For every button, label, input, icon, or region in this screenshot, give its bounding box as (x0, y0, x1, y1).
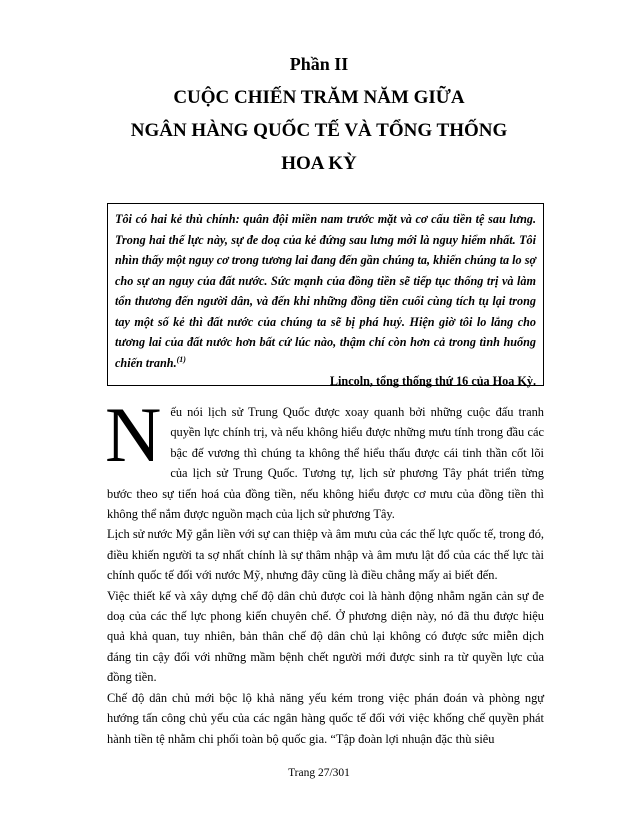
body-text (105, 391, 544, 749)
paragraph-2: Lịch sử nước Mỹ gắn liền với sự can thiệp và âm mưu của các thế lực quốc tế, trong đó, điều khiến người ta sợ nhất chính là sự thâm nhập và âm mưu lật đổ của các thế lực tài chính quốc tế đối với nước Mỹ, nhưng đây cũng là điều chẳng mấy ai biết đến. (107, 527, 544, 583)
title-line-2: NGÂN HÀNG QUỐC TẾ VÀ TỔNG THỐNG (130, 120, 508, 141)
epigraph-author: Lincoln, tổng thống thứ 16 của Hoa Kỳ. (329, 374, 536, 388)
part-label: Phần II (289, 54, 349, 74)
chapter-heading (60, 48, 578, 180)
paragraph-4: Chế độ dân chủ mới bộc lộ khả năng yếu kém trong việc phán đoán và phòng ngự hướng tấn công chủ yếu của các ngân hàng quốc tế đối với việc khống chế quyền phát hành tiền tệ nhằm chi phối toàn bộ quốc gia. “Tập đoàn lợi nhuận đặc thù siêu (107, 690, 544, 746)
title-line-3: HOA KỲ (281, 153, 357, 174)
epigraph-box (107, 203, 544, 386)
epigraph-text (115, 209, 536, 373)
footnote-marker: (1) (176, 354, 186, 364)
title-line-1: CUỘC CHIẾN TRĂM NĂM GIỮA (173, 87, 465, 108)
paragraph-1-text: ếu nói lịch sử Trung Quốc được xoay quanh bởi những cuộc đấu tranh quyền lực chính trị, và nếu không hiểu được những mưu tính trong đầu các bậc đế vương thì chúng ta không thể hiểu thấu được cái tinh thần cốt lõi của lịch sử Trung Quốc. Tương tự, lịch sử phương Tây phát triển từng bước theo sự tiến hoá của đồng tiền, nếu không hiểu được cơ mưu của đồng tiền thì không thể nắm được nguồn mạch của lịch sử phương Tây. (107, 405, 544, 522)
paragraph-1 (105, 391, 544, 524)
drop-cap: N (105, 391, 162, 478)
paragraph-3: Việc thiết kế và xây dựng chế độ dân chủ được coi là hành động nhằm ngăn cản sự đe doạ của các thế lực phong kiến chuyên chế. Ở phương diện này, nó đã thu được hiệu quả khả quan, tuy nhiên, bản thân chế độ dân chủ lại không có được sức miễn dịch đáng tin cậy đối với những mầm bệnh chết người mới được sinh ra từ quyền lực của đồng tiền. (107, 588, 544, 685)
epigraph-body: Tôi có hai kẻ thù chính: quân đội miền nam trước mặt và cơ cấu tiền tệ sau lưng. Trong hai thế lực này, sự đe doạ của kẻ đứng sau lưng mới là nguy hiểm nhất. Tôi nhìn thấy một nguy cơ trong tương lai đang đến gần chúng ta, khiến chúng ta lo sợ cho sự an nguy của đất nước. Sức mạnh của đồng tiền sẽ tiếp tục thống trị và làm tổn thương đến người dân, và đến khi những đồng tiền cuối cùng tích tụ lại trong tay một số kẻ thì đất nước của chúng ta sẽ bị phá huỷ. Hiện giờ tôi lo lắng cho tương lai của đất nước hơn bất cứ lúc nào, thậm chí còn hơn cả trong tình huống chiến tranh. (115, 212, 536, 370)
page-number: Trang 27/301 (288, 767, 350, 779)
